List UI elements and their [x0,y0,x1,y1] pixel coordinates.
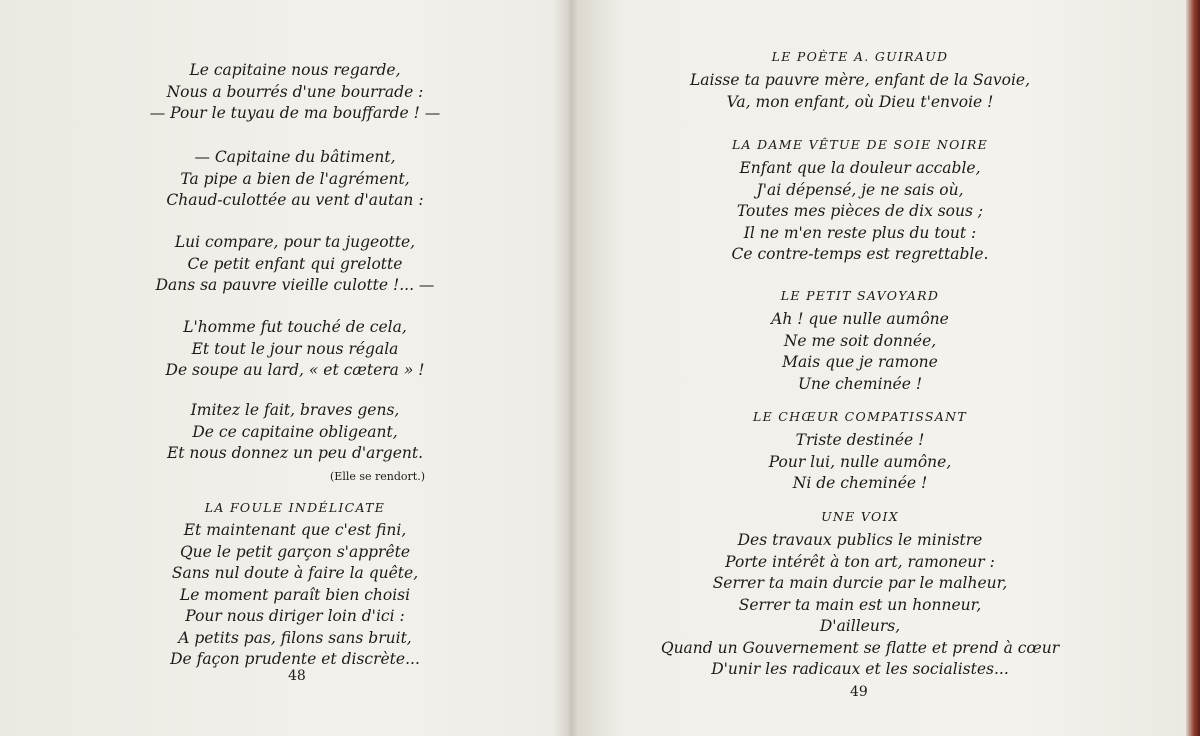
verse-line: Quand un Gouvernement se flatte et prend à cœur [660,638,1060,657]
verse-line: Le capitaine nous regarde, [189,61,401,79]
verse-line: L'homme fut touché de cela, [183,318,407,336]
book-edge [1186,0,1200,736]
verse-line: D'unir les radicaux et les socialistes... [711,660,1009,678]
verse-line: Serrer ta main durcie par le malheur, [712,574,1008,592]
verse-line: Ce contre-temps est regrettable. [731,245,989,263]
verse-line: Nous a bourrés d'une bourrade : [166,82,424,101]
speaker-section [640,508,1080,681]
verse-line: D'ailleurs, [819,617,901,635]
verse-line: Va, mon enfant, où Dieu t'envoie ! [726,92,994,111]
speaker-section [640,48,1080,113]
speaker-name: LA FOULE INDÉLICATE [204,500,386,515]
verse-line: — Pour le tuyau de ma bouffarde ! — [149,104,441,122]
verse-line: J'ai dépensé, je ne sais où, [756,180,964,199]
speaker-name: LA DAME VÊTUE DE SOIE NOIRE [731,137,989,152]
page-number: 48 [288,668,306,684]
speaker-section [640,287,1080,395]
verse-line: Porte intérêt à ton art, ramoneur : [725,552,995,571]
verse-line: Imitez le fait, braves gens, [190,401,400,419]
stage-direction: (Elle se rendort.) [330,470,425,483]
verse-line: Des travaux publics le ministre [737,531,983,549]
verse-line: Une cheminée ! [797,374,923,393]
stanza [120,232,470,297]
verse-line: Lui compare, pour ta jugeotte, [174,233,416,251]
speaker-name: LE PETIT SAVOYARD [780,288,940,303]
verse-line: Ne me soit donnée, [783,331,937,350]
verse-line: Ta pipe a bien de l'agrément, [180,169,410,188]
verse-line: Laisse ta pauvre mère, enfant de la Savoie, [689,71,1031,89]
verse-line: Et maintenant que c'est fini, [183,521,407,539]
speaker-section [120,499,470,671]
verse-line: Il ne m'en reste plus du tout : [743,223,977,242]
verse-line: Que le petit garçon s'apprête [179,542,411,561]
speaker-name: LE CHŒUR COMPATISSANT [752,409,967,424]
verse-line: Enfant que la douleur accable, [739,159,981,177]
page-number: 49 [850,684,868,700]
verse-line: Le moment paraît bien choisi [179,585,411,604]
verse-line: Sans nul doute à faire la quête, [171,564,419,582]
verse-line: Chaud-culottée au vent d'autan : [166,191,424,209]
verse-line: Ni de cheminée ! [792,474,928,492]
verse-line: Et tout le jour nous régala [191,339,399,358]
stanza [120,60,470,125]
stanza [120,147,470,212]
speaker-section [640,408,1080,495]
stanza [120,400,470,465]
speaker-name: LE POÈTE A. GUIRAUD [771,49,949,64]
verse-line: De façon prudente et discrète... [170,650,420,668]
verse-line: Ah ! que nulle aumône [771,310,949,328]
verse-line: Serrer ta main est un honneur, [738,595,982,614]
speaker-section [640,136,1080,266]
verse-line: Pour lui, nulle aumône, [768,452,952,471]
verse-line: — Capitaine du bâtiment, [194,148,396,166]
right-page [640,0,1080,736]
verse-line: De ce capitaine obligeant, [192,422,398,441]
verse-line: De soupe au lard, « et cætera » ! [165,361,425,379]
verse-line: Et nous donnez un peu d'argent. [166,444,424,462]
left-page [120,0,470,736]
speaker-name: UNE VOIX [821,509,899,524]
verse-line: Triste destinée ! [795,431,925,449]
verse-line: Dans sa pauvre vieille culotte !... — [155,276,435,294]
verse-line: Toutes mes pièces de dix sous ; [736,202,984,220]
verse-line: Mais que je ramone [782,353,938,371]
verse-line: Pour nous diriger loin d'ici : [185,607,405,625]
stanza [120,317,470,382]
verse-line: Ce petit enfant qui grelotte [187,254,403,273]
verse-line: A petits pas, filons sans bruit, [178,628,412,647]
